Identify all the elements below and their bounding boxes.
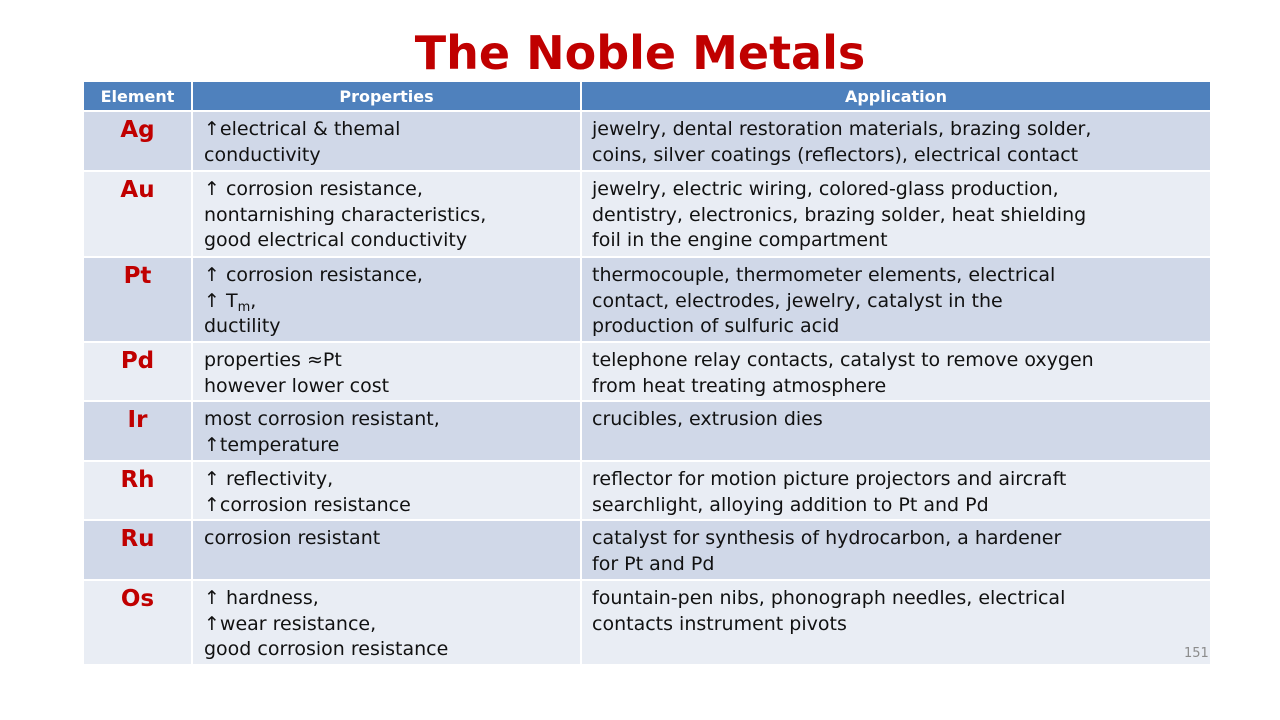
properties-cell: ↑ reflectivity, ↑corrosion resistance [192, 461, 581, 520]
table-header-row [84, 82, 1210, 111]
element-symbol: Rh [84, 461, 192, 520]
subscript-m: m [237, 299, 251, 315]
application-cell: catalyst for synthesis of hydrocarbon, a hardener for Pt and Pd [581, 520, 1210, 580]
table-row [84, 520, 1210, 580]
element-symbol: Pt [84, 257, 192, 342]
table-row [84, 461, 1210, 520]
properties-cell: ↑ hardness, ↑wear resistance, good corrosion resistance [192, 580, 581, 664]
application-cell: thermocouple, thermometer elements, electrical contact, electrodes, jewelry, catalyst in the production of sulfuric acid [581, 257, 1210, 342]
header-application: Application [581, 82, 1210, 111]
element-symbol: Ru [84, 520, 192, 580]
noble-metals-table [84, 82, 1210, 664]
table-row [84, 342, 1210, 401]
properties-cell [192, 257, 581, 342]
table-row [84, 171, 1210, 257]
element-symbol: Pd [84, 342, 192, 401]
table-row [84, 580, 1210, 664]
application-cell: jewelry, electric wiring, colored-glass production, dentistry, electronics, brazing solder, heat shielding foil in the engine compartment [581, 171, 1210, 257]
slide-title: The Noble Metals [414, 26, 866, 80]
application-cell: jewelry, dental restoration materials, brazing solder, coins, silver coatings (reflectors), electrical contact [581, 111, 1210, 171]
table-row [84, 111, 1210, 171]
page-number: 151 [1184, 646, 1209, 661]
table-row [84, 257, 1210, 342]
properties-cell: properties ≈Pt however lower cost [192, 342, 581, 401]
application-cell: fountain-pen nibs, phonograph needles, electrical contacts instrument pivots [581, 580, 1210, 664]
header-properties: Properties [192, 82, 581, 111]
properties-cell: corrosion resistant [192, 520, 581, 580]
element-symbol: Au [84, 171, 192, 257]
application-cell: telephone relay contacts, catalyst to remove oxygen from heat treating atmosphere [581, 342, 1210, 401]
element-symbol: Ag [84, 111, 192, 171]
properties-cell: ↑electrical & themal conductivity [192, 111, 581, 171]
properties-cell: ↑ corrosion resistance, nontarnishing characteristics, good electrical conductivity [192, 171, 581, 257]
application-cell: reflector for motion picture projectors and aircraft searchlight, alloying addition to Pt and Pd [581, 461, 1210, 520]
application-cell: crucibles, extrusion dies [581, 401, 1210, 461]
element-symbol: Os [84, 580, 192, 664]
element-symbol: Ir [84, 401, 192, 461]
header-element: Element [84, 82, 192, 111]
table-row [84, 401, 1210, 461]
properties-text-cont: , ductility [204, 289, 281, 337]
properties-text: ↑ corrosion resistance, ↑ T [204, 264, 423, 312]
properties-cell: most corrosion resistant, ↑temperature [192, 401, 581, 461]
